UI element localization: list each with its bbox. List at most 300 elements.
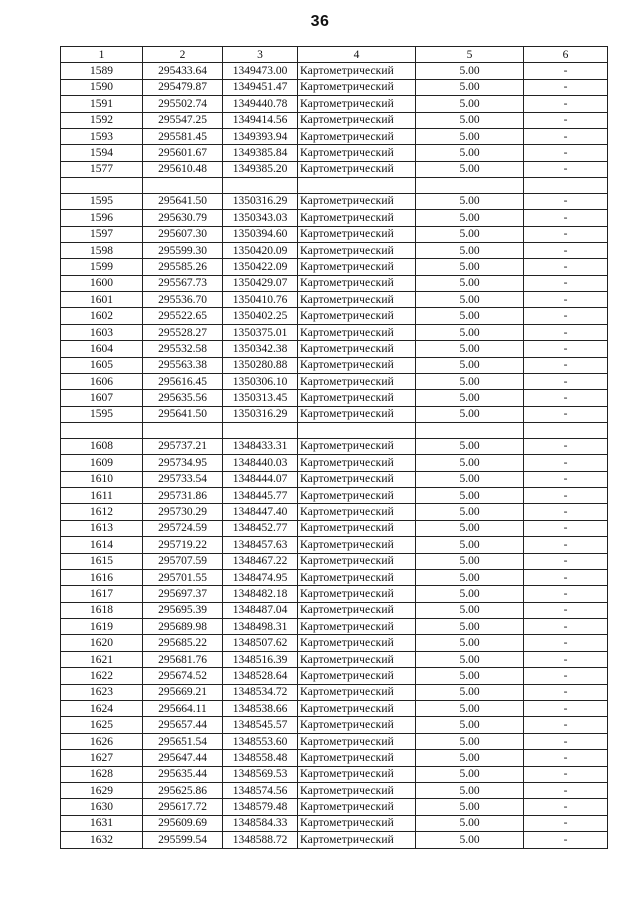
table-separator-row [61,423,608,439]
method-cell [298,423,416,439]
y-coordinate-cell: 1348498.31 [223,619,298,635]
y-coordinate-cell: 1348528.64 [223,668,298,684]
point-number-cell: 1595 [61,406,143,422]
method-cell: Картометрический [298,537,416,553]
y-coordinate-cell: 1350343.03 [223,210,298,226]
point-number-cell: 1620 [61,635,143,651]
precision-cell: 5.00 [416,619,524,635]
method-cell: Картометрический [298,226,416,242]
method-cell: Картометрический [298,357,416,373]
column-header-y: 3 [223,47,298,63]
point-number-cell: 1592 [61,112,143,128]
note-cell: - [524,537,608,553]
precision-cell: 5.00 [416,569,524,585]
precision-cell: 5.00 [416,701,524,717]
column-header-note: 6 [524,47,608,63]
x-coordinate-cell: 295731.86 [143,487,223,503]
table-row [61,651,608,667]
method-cell: Картометрический [298,63,416,79]
note-cell: - [524,602,608,618]
x-coordinate-cell: 295664.11 [143,701,223,717]
precision-cell: 5.00 [416,717,524,733]
note-cell: - [524,455,608,471]
x-coordinate-cell: 295479.87 [143,79,223,95]
precision-cell: 5.00 [416,390,524,406]
y-coordinate-cell: 1348569.53 [223,766,298,782]
table-row [61,438,608,454]
x-coordinate-cell: 295641.50 [143,406,223,422]
table-row [61,701,608,717]
point-number-cell: 1621 [61,651,143,667]
x-coordinate-cell: 295734.95 [143,455,223,471]
method-cell: Картометрический [298,112,416,128]
precision-cell: 5.00 [416,520,524,536]
point-number-cell: 1593 [61,128,143,144]
table-row [61,193,608,209]
method-cell: Картометрический [298,815,416,831]
note-cell: - [524,799,608,815]
table-row [61,586,608,602]
y-coordinate-cell: 1350280.88 [223,357,298,373]
method-cell: Картометрический [298,635,416,651]
y-coordinate-cell: 1349393.94 [223,128,298,144]
point-number-cell: 1607 [61,390,143,406]
x-coordinate-cell: 295547.25 [143,112,223,128]
note-cell: - [524,79,608,95]
point-number-cell: 1611 [61,487,143,503]
y-coordinate-cell: 1348545.57 [223,717,298,733]
x-coordinate-cell: 295601.67 [143,145,223,161]
precision-cell: 5.00 [416,210,524,226]
point-number-cell: 1615 [61,553,143,569]
y-coordinate-cell: 1349440.78 [223,96,298,112]
note-cell: - [524,471,608,487]
x-coordinate-cell: 295707.59 [143,553,223,569]
precision-cell: 5.00 [416,226,524,242]
x-coordinate-cell: 295630.79 [143,210,223,226]
point-number-cell: 1622 [61,668,143,684]
method-cell: Картометрический [298,406,416,422]
point-number-cell: 1617 [61,586,143,602]
x-coordinate-cell: 295563.38 [143,357,223,373]
method-cell: Картометрический [298,684,416,700]
note-cell: - [524,193,608,209]
precision-cell: 5.00 [416,815,524,831]
x-coordinate-cell: 295433.64 [143,63,223,79]
table-row [61,782,608,798]
table-row [61,226,608,242]
note-cell: - [524,242,608,258]
x-coordinate-cell: 295616.45 [143,374,223,390]
precision-cell: 5.00 [416,455,524,471]
table-row [61,374,608,390]
coordinates-table [60,46,608,849]
table-row [61,602,608,618]
note-cell: - [524,275,608,291]
note-cell: - [524,406,608,422]
note-cell: - [524,145,608,161]
x-coordinate-cell: 295730.29 [143,504,223,520]
method-cell: Картометрический [298,438,416,454]
y-coordinate-cell: 1349385.84 [223,145,298,161]
note-cell: - [524,308,608,324]
x-coordinate-cell: 295635.44 [143,766,223,782]
x-coordinate-cell: 295674.52 [143,668,223,684]
precision-cell: 5.00 [416,161,524,177]
y-coordinate-cell: 1350375.01 [223,324,298,340]
point-number-cell: 1598 [61,242,143,258]
precision-cell: 5.00 [416,324,524,340]
precision-cell: 5.00 [416,782,524,798]
y-coordinate-cell: 1350410.76 [223,292,298,308]
point-number-cell: 1604 [61,341,143,357]
precision-cell: 5.00 [416,242,524,258]
note-cell: - [524,684,608,700]
table-row [61,308,608,324]
note-cell: - [524,487,608,503]
point-number-cell: 1618 [61,602,143,618]
table-row [61,128,608,144]
x-coordinate-cell: 295536.70 [143,292,223,308]
note-cell: - [524,504,608,520]
note-cell: - [524,586,608,602]
y-coordinate-cell: 1348445.77 [223,487,298,503]
note-cell: - [524,128,608,144]
y-coordinate-cell: 1348433.31 [223,438,298,454]
point-number-cell: 1612 [61,504,143,520]
point-number-cell: 1632 [61,832,143,848]
precision-cell [416,423,524,439]
point-number-cell: 1625 [61,717,143,733]
y-coordinate-cell: 1348579.48 [223,799,298,815]
precision-cell: 5.00 [416,684,524,700]
note-cell: - [524,701,608,717]
table-row [61,242,608,258]
method-cell: Картометрический [298,520,416,536]
x-coordinate-cell: 295599.30 [143,242,223,258]
table-row [61,504,608,520]
point-number-cell: 1608 [61,438,143,454]
y-coordinate-cell: 1348440.03 [223,455,298,471]
note-cell: - [524,733,608,749]
method-cell: Картометрический [298,602,416,618]
table-row [61,63,608,79]
precision-cell: 5.00 [416,504,524,520]
method-cell: Картометрический [298,619,416,635]
y-coordinate-cell: 1348457.63 [223,537,298,553]
point-number-cell: 1619 [61,619,143,635]
note-cell: - [524,553,608,569]
precision-cell: 5.00 [416,799,524,815]
table-row [61,275,608,291]
method-cell: Картометрический [298,668,416,684]
note-cell: - [524,96,608,112]
method-cell: Картометрический [298,210,416,226]
y-coordinate-cell: 1348474.95 [223,569,298,585]
point-number-cell [61,423,143,439]
table-row [61,569,608,585]
precision-cell: 5.00 [416,832,524,848]
precision-cell: 5.00 [416,357,524,373]
y-coordinate-cell: 1348574.56 [223,782,298,798]
precision-cell: 5.00 [416,668,524,684]
point-number-cell: 1626 [61,733,143,749]
column-header-method: 4 [298,47,416,63]
table-row [61,815,608,831]
y-coordinate-cell: 1348447.40 [223,504,298,520]
table-row [61,471,608,487]
y-coordinate-cell: 1350402.25 [223,308,298,324]
point-number-cell: 1599 [61,259,143,275]
note-cell: - [524,210,608,226]
precision-cell: 5.00 [416,259,524,275]
table-row [61,210,608,226]
method-cell: Картометрический [298,161,416,177]
point-number-cell: 1595 [61,193,143,209]
note-cell [524,178,608,194]
precision-cell: 5.00 [416,750,524,766]
x-coordinate-cell: 295567.73 [143,275,223,291]
precision-cell: 5.00 [416,79,524,95]
point-number-cell: 1624 [61,701,143,717]
method-cell: Картометрический [298,799,416,815]
point-number-cell: 1589 [61,63,143,79]
table-body [61,63,608,848]
point-number-cell: 1577 [61,161,143,177]
note-cell: - [524,390,608,406]
point-number-cell: 1602 [61,308,143,324]
x-coordinate-cell: 295701.55 [143,569,223,585]
y-coordinate-cell: 1350422.09 [223,259,298,275]
x-coordinate-cell: 295724.59 [143,520,223,536]
note-cell: - [524,832,608,848]
precision-cell: 5.00 [416,406,524,422]
method-cell: Картометрический [298,308,416,324]
point-number-cell: 1594 [61,145,143,161]
x-coordinate-cell: 295532.58 [143,341,223,357]
note-cell: - [524,750,608,766]
y-coordinate-cell: 1349385.20 [223,161,298,177]
table-row [61,79,608,95]
y-coordinate-cell: 1349473.00 [223,63,298,79]
point-number-cell: 1627 [61,750,143,766]
y-coordinate-cell: 1348553.60 [223,733,298,749]
precision-cell: 5.00 [416,438,524,454]
x-coordinate-cell: 295719.22 [143,537,223,553]
note-cell: - [524,651,608,667]
table-row [61,766,608,782]
column-header-x: 2 [143,47,223,63]
precision-cell: 5.00 [416,602,524,618]
precision-cell: 5.00 [416,487,524,503]
note-cell: - [524,619,608,635]
method-cell: Картометрический [298,586,416,602]
method-cell: Картометрический [298,504,416,520]
table-separator-row [61,178,608,194]
x-coordinate-cell: 295689.98 [143,619,223,635]
y-coordinate-cell: 1350394.60 [223,226,298,242]
x-coordinate-cell: 295635.56 [143,390,223,406]
x-coordinate-cell: 295733.54 [143,471,223,487]
table-row [61,406,608,422]
x-coordinate-cell: 295609.69 [143,815,223,831]
x-coordinate-cell: 295695.39 [143,602,223,618]
column-header-precision: 5 [416,47,524,63]
method-cell: Картометрический [298,766,416,782]
table-row [61,112,608,128]
method-cell: Картометрический [298,390,416,406]
point-number-cell: 1614 [61,537,143,553]
note-cell: - [524,668,608,684]
point-number-cell [61,178,143,194]
point-number-cell: 1603 [61,324,143,340]
y-coordinate-cell: 1348588.72 [223,832,298,848]
table-row [61,145,608,161]
note-cell: - [524,112,608,128]
table-row [61,341,608,357]
y-coordinate-cell: 1348584.33 [223,815,298,831]
note-cell: - [524,717,608,733]
method-cell: Картометрический [298,487,416,503]
precision-cell: 5.00 [416,553,524,569]
x-coordinate-cell: 295737.21 [143,438,223,454]
method-cell: Картометрический [298,242,416,258]
method-cell: Картометрический [298,193,416,209]
y-coordinate-cell: 1350306.10 [223,374,298,390]
method-cell: Картометрический [298,701,416,717]
note-cell: - [524,766,608,782]
note-cell: - [524,226,608,242]
note-cell: - [524,161,608,177]
x-coordinate-cell: 295669.21 [143,684,223,700]
note-cell: - [524,374,608,390]
precision-cell [416,178,524,194]
method-cell: Картометрический [298,145,416,161]
precision-cell: 5.00 [416,471,524,487]
y-coordinate-cell: 1349451.47 [223,79,298,95]
point-number-cell: 1631 [61,815,143,831]
method-cell: Картометрический [298,471,416,487]
column-header-point-number: 1 [61,47,143,63]
table-row [61,717,608,733]
point-number-cell: 1630 [61,799,143,815]
method-cell: Картометрический [298,782,416,798]
y-coordinate-cell: 1348487.04 [223,602,298,618]
x-coordinate-cell: 295685.22 [143,635,223,651]
y-coordinate-cell: 1348558.48 [223,750,298,766]
table-row [61,292,608,308]
precision-cell: 5.00 [416,635,524,651]
table-row [61,799,608,815]
method-cell: Картометрический [298,569,416,585]
y-coordinate-cell: 1350313.45 [223,390,298,406]
precision-cell: 5.00 [416,586,524,602]
x-coordinate-cell: 295641.50 [143,193,223,209]
method-cell: Картометрический [298,374,416,390]
method-cell [298,178,416,194]
table-row [61,324,608,340]
point-number-cell: 1601 [61,292,143,308]
method-cell: Картометрический [298,259,416,275]
point-number-cell: 1609 [61,455,143,471]
y-coordinate-cell: 1348444.07 [223,471,298,487]
note-cell: - [524,63,608,79]
method-cell: Картометрический [298,553,416,569]
point-number-cell: 1600 [61,275,143,291]
table-row [61,553,608,569]
table-row [61,520,608,536]
table-row [61,832,608,848]
x-coordinate-cell [143,423,223,439]
x-coordinate-cell: 295585.26 [143,259,223,275]
precision-cell: 5.00 [416,145,524,161]
table-row [61,684,608,700]
note-cell [524,423,608,439]
table-row [61,96,608,112]
point-number-cell: 1590 [61,79,143,95]
precision-cell: 5.00 [416,292,524,308]
method-cell: Картометрический [298,79,416,95]
y-coordinate-cell: 1348534.72 [223,684,298,700]
method-cell: Картометрический [298,455,416,471]
y-coordinate-cell [223,178,298,194]
method-cell: Картометрический [298,750,416,766]
note-cell: - [524,292,608,308]
precision-cell: 5.00 [416,112,524,128]
x-coordinate-cell: 295625.86 [143,782,223,798]
y-coordinate-cell: 1348507.62 [223,635,298,651]
point-number-cell: 1597 [61,226,143,242]
table-header-row [61,47,608,63]
method-cell: Картометрический [298,324,416,340]
x-coordinate-cell: 295581.45 [143,128,223,144]
precision-cell: 5.00 [416,651,524,667]
point-number-cell: 1616 [61,569,143,585]
x-coordinate-cell: 295647.44 [143,750,223,766]
point-number-cell: 1613 [61,520,143,536]
table-row [61,668,608,684]
precision-cell: 5.00 [416,308,524,324]
table-row [61,357,608,373]
table-row [61,455,608,471]
page-number: 36 [310,13,330,30]
y-coordinate-cell: 1350342.38 [223,341,298,357]
y-coordinate-cell: 1350420.09 [223,242,298,258]
note-cell: - [524,259,608,275]
precision-cell: 5.00 [416,96,524,112]
note-cell: - [524,635,608,651]
method-cell: Картометрический [298,651,416,667]
method-cell: Картометрический [298,96,416,112]
precision-cell: 5.00 [416,766,524,782]
y-coordinate-cell: 1348467.22 [223,553,298,569]
precision-cell: 5.00 [416,128,524,144]
y-coordinate-cell [223,423,298,439]
y-coordinate-cell: 1348482.18 [223,586,298,602]
method-cell: Картометрический [298,292,416,308]
method-cell: Картометрический [298,341,416,357]
precision-cell: 5.00 [416,733,524,749]
precision-cell: 5.00 [416,275,524,291]
table-row [61,259,608,275]
x-coordinate-cell: 295617.72 [143,799,223,815]
x-coordinate-cell: 295651.54 [143,733,223,749]
point-number-cell: 1628 [61,766,143,782]
note-cell: - [524,357,608,373]
y-coordinate-cell: 1348538.66 [223,701,298,717]
table-row [61,390,608,406]
x-coordinate-cell [143,178,223,194]
